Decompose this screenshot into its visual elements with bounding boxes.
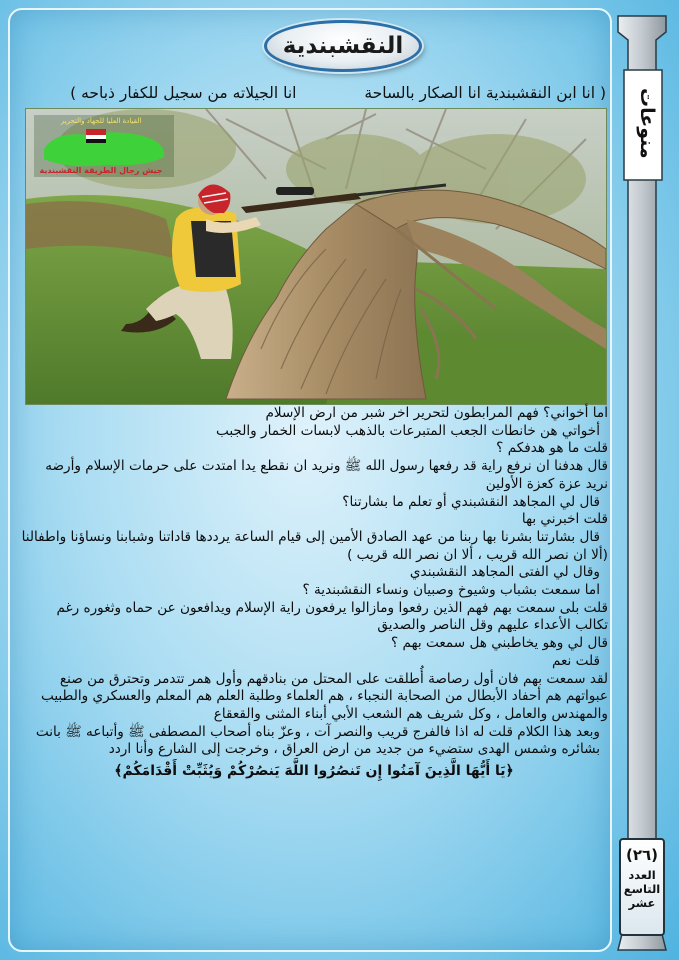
issue-badge	[619, 838, 665, 936]
article-line: قلت بلى سمعت بهم فهم الذين رفعوا ومازالوا يرفعون راية الإسلام ويدافعون عن حماه وثغوره رغم تكالب الأعداء عليهم وقل الناصر والصديق	[56, 599, 608, 634]
article-line: قال لي وهو يخاطبني هل سمعت بهم ؟	[391, 635, 608, 652]
headline-part1: انا ابن النقشبندية انا الصكار بالساحة	[364, 84, 595, 102]
article-line: (ألا ان نصر الله قريب ، ألا ان نصر الله قريب )	[347, 546, 608, 563]
logo-topline: القيادة العليا للجهاد والتحرير	[60, 117, 142, 125]
article-line: اما سمعت بشباب وشيوخ وصبيان ونساء النقشبندية ؟	[302, 582, 600, 599]
headline-part2: انا الجيلاته من سجيل للكفار ذباحه	[81, 84, 297, 102]
article-line: لقد سمعت بهم فان أول رصاصة أُطلقت على المحتل من بنادقهم وأول همر تتدمر وتحترق من صنع عبواتهم هم أحفاد الأبطال من الصحابة النجباء ، هم العلماء وطلبة العلم هم المعلم والعسكري والطبيب والمهندس والعامل ، وكل شريف هم الشعب الأبي أبناء المثنى والقعقاع	[40, 670, 608, 722]
issue-label: عشر	[628, 896, 656, 910]
article-body	[20, 405, 608, 781]
headline-close: )	[70, 84, 77, 102]
sniper-photo	[25, 108, 607, 405]
article-line: قلت ما هو هدفكم ؟	[496, 440, 608, 457]
article-line: قال لي المجاهد النقشبندي أو تعلم ما بشارتنا؟	[342, 493, 600, 510]
article-line: قلت اخبرني بها	[521, 511, 608, 528]
article-line: قال هدفنا ان نرفع راية قد رفعها رسول الله ﷺ ونريد ان نقطع يدا امتدت على حرمات الإسلام وأرضه نريد عزة كعزة الأولين	[45, 458, 608, 492]
issue-label: التاسع	[623, 882, 661, 896]
headline-verse	[58, 84, 606, 102]
logo-caption: جيش رجال الطريقة النقشبندية	[39, 166, 163, 175]
article-line: قال بشارتنا بشرنا بها ربنا من عهد الصادق الأمين إلى قيام الساعة يرددها قاداتنا وشبابنا ونساؤنا واطفالنا	[21, 528, 600, 545]
article-line: وقال لي الفتى المجاهد النقشبندي	[409, 564, 600, 581]
section-label: منوعات	[636, 87, 658, 159]
article-line: أخواتي هن خانطات الجعب المتبرعات بالذهب لابسات الخمار والجبب	[215, 422, 600, 439]
article-line: وبعد هذا الكلام قلت له اذا فالفرج قريب والنصر آت ، وعزّ بناه أصحاب المصطفى ﷺ وأتباعه ﷺ بانت بشائره وشمس الهدى ستضيء من جديد من ارض العراق ، وخرجت إلى الشارع وأنا اردد	[35, 723, 600, 758]
article-line: قلت نعم	[551, 652, 600, 669]
headline-open: (	[599, 84, 606, 102]
issue-number: (٢٦)	[625, 846, 659, 864]
article-line: اما أخواني؟ فهم المرابطون لتحرير اخر شبر من ارض الإسلام	[265, 405, 608, 421]
page-title: النقشبندية	[282, 33, 404, 59]
quran-verse: ﴿يَا أَيُّهَا الَّذِينَ آمَنُوا إِن تَنصُرُوا اللَّهَ يَنصُرْكُمْ وَيُثَبِّتْ أَقْدَامَكُمْ﴾	[114, 763, 514, 780]
issue-label: العدد	[628, 868, 656, 882]
page-title-badge	[264, 20, 422, 72]
logo-emblem	[34, 115, 174, 177]
